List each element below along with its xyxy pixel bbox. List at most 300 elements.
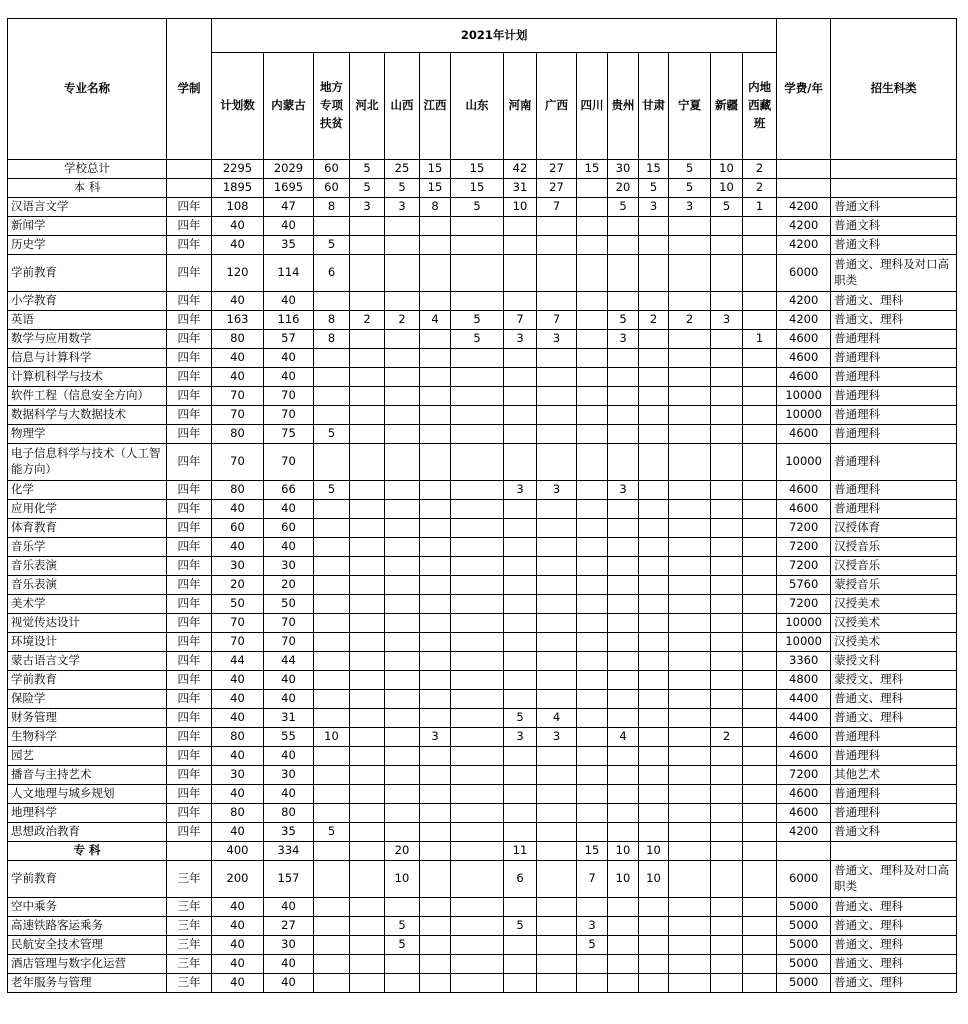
cell-quota-4 [385, 709, 420, 728]
cell-quota-1: 57 [264, 330, 314, 349]
table-row [8, 557, 957, 576]
cell-subjects: 普通理科 [831, 785, 957, 804]
cell-quota-3 [350, 255, 385, 292]
cell-quota-2: 10 [314, 728, 350, 747]
cell-quota-11: 15 [639, 160, 669, 179]
cell-quota-2 [314, 595, 350, 614]
cell-quota-8 [537, 595, 577, 614]
cell-quota-12 [669, 255, 711, 292]
cell-quota-13 [711, 633, 743, 652]
cell-subjects [831, 842, 957, 861]
cell-quota-0: 50 [212, 595, 264, 614]
header-plan-group: 2021年计划 [212, 19, 777, 53]
cell-subjects: 普通文、理科 [831, 917, 957, 936]
cell-quota-14 [743, 652, 777, 671]
cell-duration: 四年 [167, 823, 212, 842]
cell-quota-13 [711, 425, 743, 444]
table-row [8, 576, 957, 595]
cell-duration: 四年 [167, 671, 212, 690]
table-row [8, 500, 957, 519]
cell-quota-11 [639, 236, 669, 255]
cell-quota-1: 35 [264, 823, 314, 842]
table-row [8, 481, 957, 500]
cell-quota-7 [504, 671, 537, 690]
header-region-8: 广西 [537, 53, 577, 160]
table-row [8, 936, 957, 955]
cell-quota-1: 40 [264, 747, 314, 766]
cell-duration: 四年 [167, 633, 212, 652]
cell-quota-4 [385, 500, 420, 519]
cell-quota-2: 60 [314, 160, 350, 179]
cell-quota-12 [669, 974, 711, 993]
cell-quota-12 [669, 444, 711, 481]
cell-quota-0: 40 [212, 974, 264, 993]
cell-quota-10: 3 [608, 481, 639, 500]
cell-quota-14: 1 [743, 198, 777, 217]
cell-quota-2 [314, 861, 350, 898]
cell-duration [167, 160, 212, 179]
cell-quota-10: 3 [608, 330, 639, 349]
cell-duration: 四年 [167, 368, 212, 387]
cell-major-name: 专 科 [8, 842, 167, 861]
cell-quota-3: 3 [350, 198, 385, 217]
cell-quota-3 [350, 481, 385, 500]
cell-quota-5 [420, 766, 451, 785]
cell-quota-3 [350, 936, 385, 955]
cell-quota-13 [711, 671, 743, 690]
cell-quota-6: 5 [451, 198, 504, 217]
cell-quota-12 [669, 861, 711, 898]
cell-duration: 四年 [167, 198, 212, 217]
cell-quota-4: 5 [385, 179, 420, 198]
cell-major-name: 蒙古语言文学 [8, 652, 167, 671]
cell-fee: 6000 [777, 861, 831, 898]
cell-quota-5: 4 [420, 311, 451, 330]
cell-quota-6 [451, 823, 504, 842]
cell-quota-0: 20 [212, 576, 264, 595]
cell-duration: 四年 [167, 538, 212, 557]
cell-quota-0: 40 [212, 917, 264, 936]
cell-quota-13 [711, 709, 743, 728]
header-region-1: 内蒙古 [264, 53, 314, 160]
cell-quota-0: 80 [212, 728, 264, 747]
cell-quota-13 [711, 652, 743, 671]
cell-duration: 四年 [167, 444, 212, 481]
cell-quota-3 [350, 823, 385, 842]
cell-quota-4: 10 [385, 861, 420, 898]
cell-quota-13: 5 [711, 198, 743, 217]
cell-subjects: 普通理科 [831, 444, 957, 481]
cell-quota-4 [385, 955, 420, 974]
cell-duration: 四年 [167, 804, 212, 823]
cell-major-name: 体育教育 [8, 519, 167, 538]
cell-quota-10 [608, 444, 639, 481]
cell-quota-4 [385, 406, 420, 425]
table-row [8, 519, 957, 538]
cell-quota-2 [314, 917, 350, 936]
cell-quota-0: 108 [212, 198, 264, 217]
cell-quota-6 [451, 255, 504, 292]
table-row [8, 160, 957, 179]
cell-quota-6 [451, 861, 504, 898]
cell-quota-0: 163 [212, 311, 264, 330]
cell-quota-9 [577, 425, 608, 444]
cell-quota-2 [314, 368, 350, 387]
header-major: 专业名称 [8, 19, 167, 160]
cell-quota-7 [504, 368, 537, 387]
cell-quota-8 [537, 898, 577, 917]
cell-quota-2 [314, 633, 350, 652]
cell-quota-12: 5 [669, 179, 711, 198]
cell-quota-9 [577, 955, 608, 974]
cell-quota-10 [608, 255, 639, 292]
table-row [8, 330, 957, 349]
cell-quota-3 [350, 974, 385, 993]
cell-quota-6 [451, 406, 504, 425]
cell-quota-2 [314, 406, 350, 425]
cell-quota-12 [669, 766, 711, 785]
cell-quota-13 [711, 255, 743, 292]
cell-quota-13 [711, 747, 743, 766]
table-row [8, 349, 957, 368]
cell-duration: 四年 [167, 481, 212, 500]
cell-quota-14 [743, 444, 777, 481]
cell-quota-0: 40 [212, 671, 264, 690]
cell-quota-7: 42 [504, 160, 537, 179]
cell-quota-10 [608, 557, 639, 576]
cell-quota-6 [451, 652, 504, 671]
cell-quota-9 [577, 690, 608, 709]
cell-fee: 4600 [777, 804, 831, 823]
cell-quota-9 [577, 349, 608, 368]
cell-quota-5 [420, 425, 451, 444]
cell-major-name: 音乐表演 [8, 576, 167, 595]
cell-subjects: 普通文科 [831, 198, 957, 217]
cell-quota-14: 1 [743, 330, 777, 349]
cell-subjects: 普通理科 [831, 349, 957, 368]
cell-quota-5 [420, 709, 451, 728]
table-row [8, 747, 957, 766]
cell-quota-2 [314, 974, 350, 993]
cell-quota-9 [577, 823, 608, 842]
cell-quota-9 [577, 804, 608, 823]
cell-duration: 四年 [167, 690, 212, 709]
cell-quota-1: 30 [264, 936, 314, 955]
cell-quota-10 [608, 614, 639, 633]
cell-quota-8 [537, 633, 577, 652]
cell-subjects: 蒙授音乐 [831, 576, 957, 595]
cell-quota-8 [537, 690, 577, 709]
cell-subjects: 普通理科 [831, 481, 957, 500]
cell-quota-11 [639, 709, 669, 728]
cell-quota-10 [608, 236, 639, 255]
cell-quota-8: 4 [537, 709, 577, 728]
cell-quota-0: 40 [212, 538, 264, 557]
cell-quota-5 [420, 576, 451, 595]
cell-subjects: 普通理科 [831, 425, 957, 444]
cell-quota-4 [385, 804, 420, 823]
cell-subjects: 普通文、理科 [831, 709, 957, 728]
cell-quota-9 [577, 614, 608, 633]
cell-quota-4 [385, 898, 420, 917]
cell-quota-7 [504, 633, 537, 652]
cell-major-name: 化学 [8, 481, 167, 500]
cell-fee: 4400 [777, 709, 831, 728]
cell-quota-8 [537, 292, 577, 311]
cell-major-name: 生物科学 [8, 728, 167, 747]
cell-quota-1: 116 [264, 311, 314, 330]
cell-subjects: 普通文科 [831, 236, 957, 255]
cell-quota-11 [639, 576, 669, 595]
cell-quota-8 [537, 368, 577, 387]
cell-quota-3 [350, 425, 385, 444]
cell-quota-3 [350, 387, 385, 406]
table-row [8, 974, 957, 993]
cell-quota-8: 3 [537, 481, 577, 500]
cell-quota-6 [451, 595, 504, 614]
header-region-11: 甘肃 [639, 53, 669, 160]
cell-quota-6 [451, 387, 504, 406]
cell-major-name: 电子信息科学与技术（人工智能方向） [8, 444, 167, 481]
cell-quota-3 [350, 349, 385, 368]
header-region-13: 新疆 [711, 53, 743, 160]
cell-quota-5 [420, 633, 451, 652]
cell-quota-10 [608, 974, 639, 993]
cell-quota-8 [537, 576, 577, 595]
cell-fee: 4400 [777, 690, 831, 709]
cell-quota-13 [711, 519, 743, 538]
cell-quota-14 [743, 217, 777, 236]
cell-quota-8: 27 [537, 160, 577, 179]
cell-quota-8 [537, 823, 577, 842]
cell-subjects: 普通文、理科 [831, 690, 957, 709]
cell-quota-2 [314, 652, 350, 671]
cell-fee: 4200 [777, 198, 831, 217]
cell-quota-2 [314, 217, 350, 236]
cell-quota-11 [639, 917, 669, 936]
cell-quota-0: 80 [212, 481, 264, 500]
cell-quota-2: 5 [314, 236, 350, 255]
cell-quota-0: 40 [212, 217, 264, 236]
table-row [8, 652, 957, 671]
cell-quota-0: 40 [212, 936, 264, 955]
cell-quota-8 [537, 955, 577, 974]
cell-quota-10 [608, 292, 639, 311]
cell-duration: 三年 [167, 974, 212, 993]
cell-quota-13 [711, 842, 743, 861]
cell-quota-0: 44 [212, 652, 264, 671]
cell-major-name: 民航安全技术管理 [8, 936, 167, 955]
cell-quota-12 [669, 292, 711, 311]
cell-duration: 四年 [167, 747, 212, 766]
cell-quota-6: 15 [451, 160, 504, 179]
cell-quota-5 [420, 955, 451, 974]
cell-quota-8 [537, 444, 577, 481]
header-region-7: 河南 [504, 53, 537, 160]
cell-quota-5 [420, 652, 451, 671]
cell-quota-14 [743, 387, 777, 406]
cell-major-name: 学前教育 [8, 861, 167, 898]
cell-quota-14 [743, 519, 777, 538]
cell-quota-9: 15 [577, 160, 608, 179]
cell-quota-10 [608, 349, 639, 368]
cell-quota-13 [711, 292, 743, 311]
cell-subjects: 普通文、理科及对口高职类 [831, 255, 957, 292]
cell-quota-10 [608, 898, 639, 917]
cell-quota-2 [314, 387, 350, 406]
cell-quota-7 [504, 444, 537, 481]
cell-quota-14 [743, 481, 777, 500]
cell-quota-6 [451, 576, 504, 595]
cell-quota-13 [711, 936, 743, 955]
cell-quota-8 [537, 917, 577, 936]
cell-quota-11: 10 [639, 861, 669, 898]
cell-major-name: 信息与计算科学 [8, 349, 167, 368]
cell-quota-6 [451, 614, 504, 633]
cell-quota-2 [314, 804, 350, 823]
cell-quota-13 [711, 595, 743, 614]
cell-subjects: 普通文、理科 [831, 974, 957, 993]
cell-major-name: 思想政治教育 [8, 823, 167, 842]
cell-quota-0: 80 [212, 425, 264, 444]
cell-quota-12: 5 [669, 160, 711, 179]
cell-quota-9 [577, 728, 608, 747]
cell-quota-1: 70 [264, 614, 314, 633]
cell-quota-9 [577, 330, 608, 349]
cell-subjects: 普通文、理科 [831, 936, 957, 955]
cell-quota-3 [350, 709, 385, 728]
cell-quota-7 [504, 804, 537, 823]
cell-quota-5 [420, 917, 451, 936]
cell-quota-1: 70 [264, 406, 314, 425]
cell-subjects: 普通文、理科 [831, 311, 957, 330]
cell-quota-4: 2 [385, 311, 420, 330]
cell-fee: 5000 [777, 898, 831, 917]
cell-quota-7 [504, 823, 537, 842]
cell-subjects: 普通理科 [831, 728, 957, 747]
cell-quota-14 [743, 500, 777, 519]
cell-quota-2: 60 [314, 179, 350, 198]
cell-major-name: 汉语言文学 [8, 198, 167, 217]
cell-quota-5 [420, 500, 451, 519]
cell-quota-7 [504, 974, 537, 993]
cell-fee: 10000 [777, 614, 831, 633]
cell-quota-5 [420, 557, 451, 576]
cell-quota-14 [743, 595, 777, 614]
cell-quota-2: 6 [314, 255, 350, 292]
cell-duration: 四年 [167, 576, 212, 595]
cell-quota-13: 3 [711, 311, 743, 330]
cell-quota-7 [504, 349, 537, 368]
cell-duration: 四年 [167, 236, 212, 255]
cell-quota-1: 44 [264, 652, 314, 671]
cell-quota-7: 3 [504, 330, 537, 349]
cell-quota-10: 20 [608, 179, 639, 198]
cell-quota-7 [504, 595, 537, 614]
cell-quota-11 [639, 330, 669, 349]
cell-quota-4 [385, 823, 420, 842]
cell-quota-7 [504, 955, 537, 974]
cell-quota-14 [743, 538, 777, 557]
cell-quota-6 [451, 898, 504, 917]
table-row [8, 179, 957, 198]
cell-quota-1: 47 [264, 198, 314, 217]
cell-quota-4 [385, 595, 420, 614]
cell-quota-12 [669, 557, 711, 576]
cell-fee: 10000 [777, 633, 831, 652]
cell-quota-11 [639, 823, 669, 842]
cell-duration: 四年 [167, 519, 212, 538]
cell-quota-12 [669, 917, 711, 936]
table-row [8, 406, 957, 425]
cell-quota-2 [314, 690, 350, 709]
cell-quota-6: 15 [451, 179, 504, 198]
cell-quota-10 [608, 823, 639, 842]
cell-quota-4 [385, 728, 420, 747]
cell-quota-3 [350, 671, 385, 690]
cell-subjects: 普通理科 [831, 747, 957, 766]
cell-quota-1: 40 [264, 671, 314, 690]
cell-quota-3 [350, 538, 385, 557]
cell-quota-14 [743, 861, 777, 898]
cell-duration: 四年 [167, 217, 212, 236]
cell-quota-10 [608, 766, 639, 785]
table-row [8, 198, 957, 217]
cell-quota-2: 8 [314, 330, 350, 349]
cell-quota-4 [385, 368, 420, 387]
cell-quota-10 [608, 804, 639, 823]
cell-quota-6 [451, 444, 504, 481]
cell-quota-7: 11 [504, 842, 537, 861]
cell-quota-13 [711, 330, 743, 349]
header-fee: 学费/年 [777, 19, 831, 160]
cell-fee: 5000 [777, 974, 831, 993]
table-row [8, 217, 957, 236]
cell-quota-0: 30 [212, 557, 264, 576]
cell-quota-11 [639, 292, 669, 311]
cell-major-name: 音乐学 [8, 538, 167, 557]
cell-quota-10 [608, 595, 639, 614]
cell-quota-7 [504, 292, 537, 311]
cell-quota-10: 30 [608, 160, 639, 179]
cell-quota-3 [350, 690, 385, 709]
cell-quota-1: 40 [264, 349, 314, 368]
cell-subjects [831, 160, 957, 179]
cell-quota-6 [451, 936, 504, 955]
cell-quota-10 [608, 785, 639, 804]
cell-duration: 三年 [167, 955, 212, 974]
header-region-14: 内地西藏班 [743, 53, 777, 160]
cell-quota-12 [669, 898, 711, 917]
cell-fee: 4600 [777, 481, 831, 500]
table-row [8, 444, 957, 481]
cell-quota-12 [669, 236, 711, 255]
cell-quota-6: 5 [451, 330, 504, 349]
table-row [8, 842, 957, 861]
cell-quota-11 [639, 368, 669, 387]
cell-major-name: 软件工程（信息安全方向） [8, 387, 167, 406]
cell-fee: 10000 [777, 387, 831, 406]
cell-quota-12 [669, 349, 711, 368]
cell-quota-14: 2 [743, 160, 777, 179]
cell-fee: 5000 [777, 936, 831, 955]
cell-subjects: 普通理科 [831, 500, 957, 519]
cell-quota-12 [669, 519, 711, 538]
cell-duration: 四年 [167, 292, 212, 311]
cell-quota-9 [577, 368, 608, 387]
cell-quota-4 [385, 652, 420, 671]
table-row [8, 955, 957, 974]
